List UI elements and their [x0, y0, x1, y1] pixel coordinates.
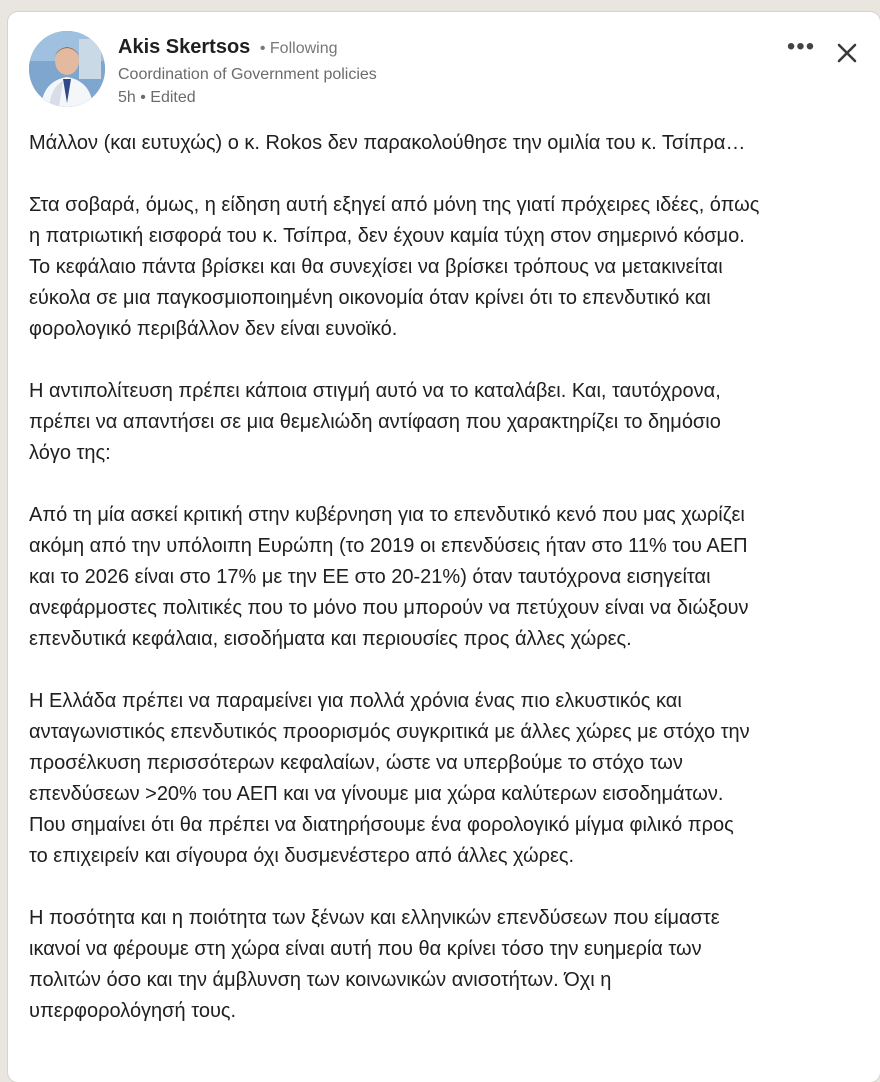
post-text-line: και το 2026 είναι στο 17% με την ΕΕ στο 20-21%) όταν ταυτόχρονα εισηγείται	[29, 566, 711, 588]
avatar-photo	[29, 31, 105, 107]
post-paragraph	[29, 128, 869, 159]
post-text-line: Το κεφάλαιο πάντα βρίσκει και θα συνεχίσει να βρίσκει τρόπους να μετακινείται	[29, 256, 723, 278]
close-button[interactable]	[830, 36, 864, 70]
post-text-line: επενδυτικά κεφάλαια, εισοδήματα και περιουσίες προς άλλες χώρες.	[29, 628, 632, 650]
more-horizontal-icon: •••	[786, 33, 816, 60]
post-text-line: Μάλλον (και ευτυχώς) ο κ. Rokos δεν παρακολούθησε την ομιλία του κ. Τσίπρα…	[29, 132, 746, 154]
post-text-line: η πατριωτική εισφορά του κ. Τσίπρα, δεν έχουν καμία τύχη στον σημερινό κόσμο.	[29, 225, 745, 247]
author-name-row	[118, 34, 377, 62]
post-text-line: προσέλκυση περισσότερων κεφαλαίων, ώστε να υπερβούμε το στόχο των	[29, 752, 683, 774]
author-headline: Coordination of Government policies	[118, 66, 377, 83]
close-icon	[830, 36, 864, 70]
post-text-line: ανταγωνιστικός επενδυτικός προορισμός συγκριτικά με άλλες χώρες με στόχο την	[29, 721, 750, 743]
post-text-line: Η αντιπολίτευση πρέπει κάποια στιγμή αυτό να το καταλάβει. Και, ταυτόχρονα,	[29, 380, 721, 402]
post-text-line: Η ποσότητα και η ποιότητα των ξένων και ελληνικών επενδύσεων που είμαστε	[29, 907, 720, 929]
post-text-line: επενδύσεων >20% του ΑΕΠ και να γίνουμε μια χώρα καλύτερων εισοδημάτων.	[29, 783, 724, 805]
author-name[interactable]: Akis Skertsos	[118, 36, 251, 58]
post-text-line: εύκολα σε μια παγκοσμιοποιημένη οικονομία όταν κρίνει ότι το επενδυτικό και	[29, 287, 711, 309]
post-paragraph	[29, 190, 869, 345]
post-text-line: πρέπει να απαντήσει σε μια θεμελιώδη αντίφαση που χαρακτηρίζει το δημόσιο	[29, 411, 721, 433]
post-body	[29, 128, 869, 1058]
post-text-line: λόγο της:	[29, 442, 111, 464]
post-timestamp: 5h • Edited	[118, 89, 196, 106]
post-text-line: υπερφορολόγησή τους.	[29, 1000, 237, 1022]
post-text-line: Η Ελλάδα πρέπει να παραμείνει για πολλά χρόνια ένας πιο ελκυστικός και	[29, 690, 682, 712]
post-paragraph	[29, 686, 869, 872]
post-text-line: Που σημαίνει ότι θα πρέπει να διατηρήσουμε ένα φορολογικό μίγμα φιλικό προς	[29, 814, 734, 836]
post-header	[8, 12, 880, 122]
post-text-line: το επιχειρείν και σίγουρα όχι δυσμενέστερο από άλλες χώρες.	[29, 845, 575, 867]
post-paragraph	[29, 376, 869, 469]
post-text-line: Από τη μία ασκεί κριτική στην κυβέρνηση για το επενδυτικό κενό που μας χωρίζει	[29, 504, 745, 526]
post-paragraph	[29, 903, 869, 1027]
post-text-line: πολιτών όσο και την άμβλυνση των κοινωνικών ανισοτήτων. Όχι η	[29, 969, 612, 991]
post-text-line: ικανοί να φέρουμε στη χώρα είναι αυτή που θα κρίνει τόσο την ευημερία των	[29, 938, 702, 960]
author-meta	[118, 34, 377, 109]
post-paragraph	[29, 500, 869, 655]
author-avatar[interactable]	[29, 31, 105, 107]
post-text-line: Στα σοβαρά, όμως, η είδηση αυτή εξηγεί από μόνη της γιατί πρόχειρες ιδέες, όπως	[29, 194, 760, 216]
post-card	[8, 12, 880, 1082]
post-text-line: ακόμη από την υπόλοιπη Ευρώπη (το 2019 οι επενδύσεις ήταν στο 11% του ΑΕΠ	[29, 535, 748, 557]
post-text-line: ανεφάρμοστες πολιτικές που το μόνο που μπορούν να πετύχουν είναι να διώξουν	[29, 597, 749, 619]
follow-status: • Following	[259, 40, 338, 57]
post-text-line: φορολογικό περιβάλλον δεν είναι ευνοϊκό.	[29, 318, 398, 340]
more-options-button[interactable]	[784, 33, 818, 66]
